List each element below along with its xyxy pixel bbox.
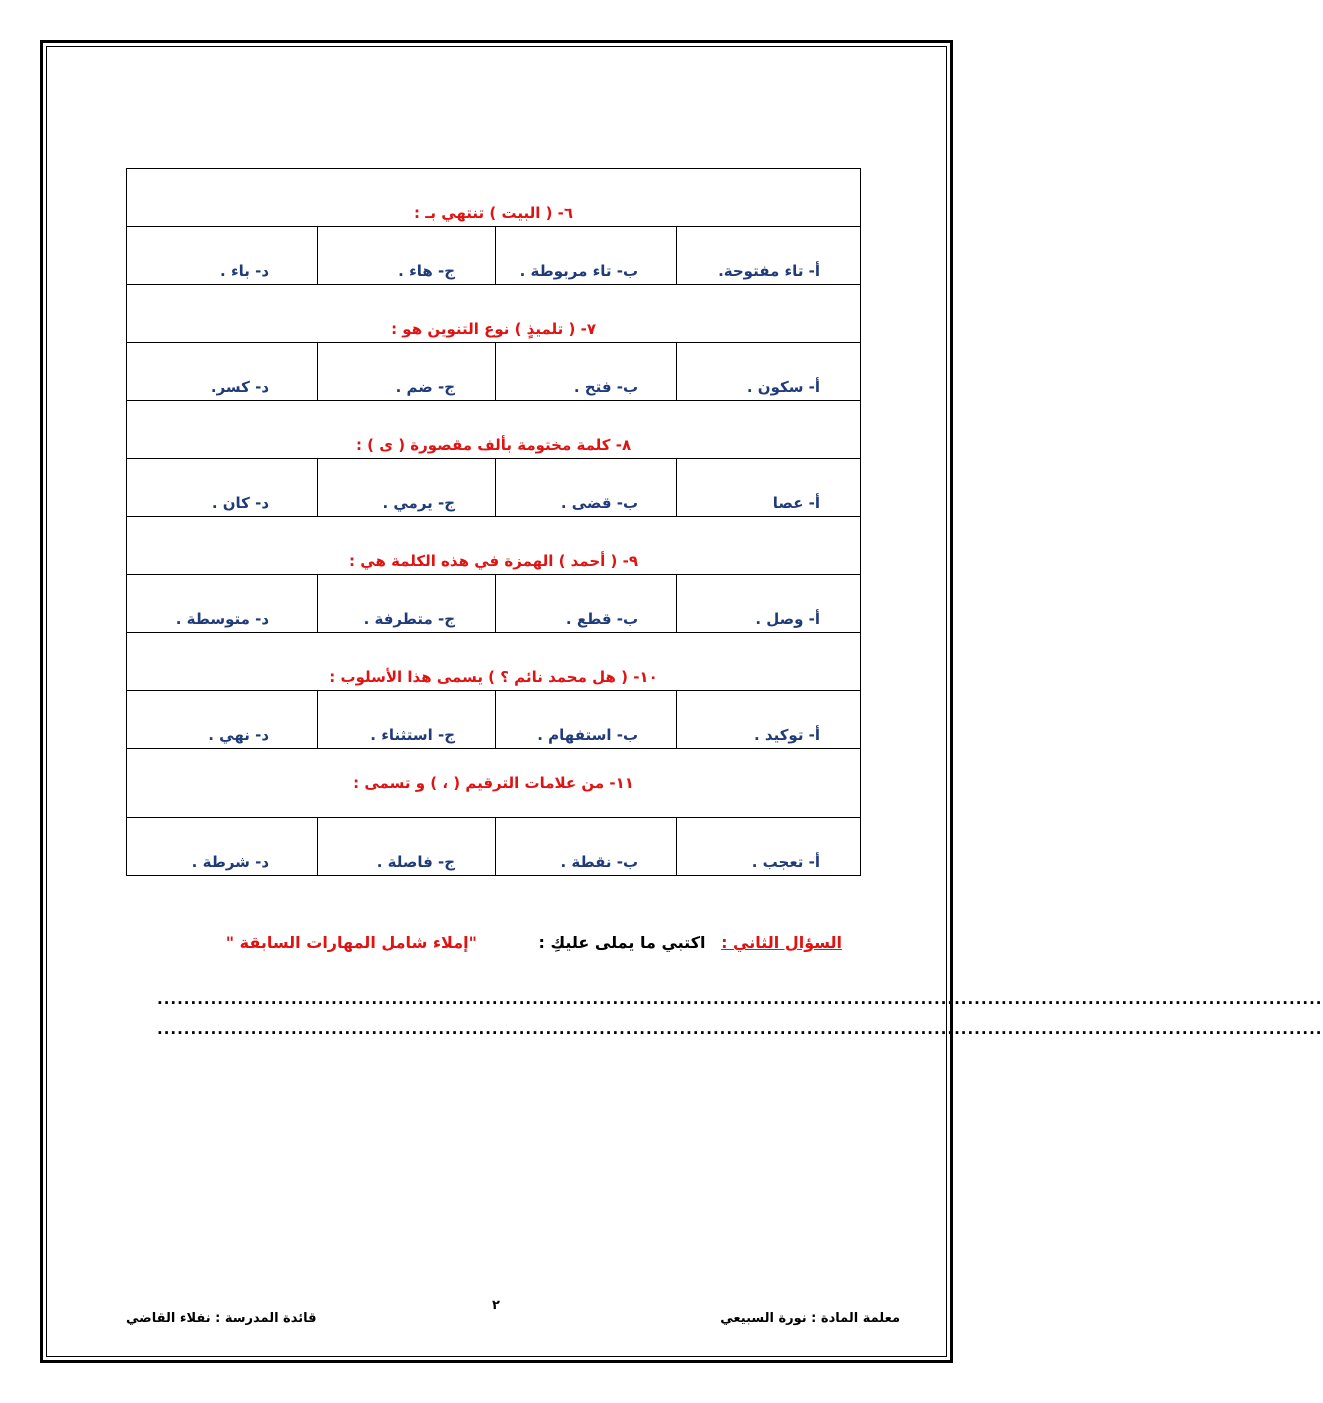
question-text: ٨- كلمة مختومة بألف مقصورة ( ى ) : — [127, 401, 861, 459]
principal-name: قائدة المدرسة : نفلاء القاضي — [126, 1311, 317, 1326]
option-a[interactable]: أ- وصل . — [677, 575, 861, 633]
option-a[interactable]: أ- سكون . — [677, 343, 861, 401]
question-row — [127, 517, 861, 575]
option-b[interactable]: ب- تاء مربوطة . — [496, 227, 677, 285]
option-c[interactable]: ج- متطرفة . — [318, 575, 496, 633]
option-c[interactable]: ج- يرمي . — [318, 459, 496, 517]
question-row — [127, 285, 861, 343]
question-text: ٩- ( أحمد ) الهمزة في هذه الكلمة هي : — [127, 517, 861, 575]
option-d[interactable]: د- كان . — [127, 459, 318, 517]
option-c[interactable]: ج- هاء . — [318, 227, 496, 285]
question-row — [127, 169, 861, 227]
options-row — [127, 818, 861, 876]
question-row — [127, 749, 861, 818]
question-two-label: السؤال الثاني : — [721, 933, 842, 952]
options-row — [127, 343, 861, 401]
teacher-name: معلمة المادة : نورة السبيعي — [720, 1311, 900, 1326]
question-text: ١١- من علامات الترقيم ( ، ) و تسمى : — [127, 749, 861, 818]
option-c[interactable]: ج- فاصلة . — [318, 818, 496, 876]
option-b[interactable]: ب- نقطة . — [496, 818, 677, 876]
options-row — [127, 691, 861, 749]
question-text: ٦- ( البيت ) تنتهي بـ : — [127, 169, 861, 227]
options-row — [127, 575, 861, 633]
option-a[interactable]: أ- تعجب . — [677, 818, 861, 876]
option-d[interactable]: د- نهي . — [127, 691, 318, 749]
question-two — [226, 933, 842, 952]
option-d[interactable]: د- كسر. — [127, 343, 318, 401]
questions-table — [126, 168, 861, 876]
options-row — [127, 227, 861, 285]
question-two-task: اكتبي ما يملى عليكِ : — [538, 933, 706, 952]
option-b[interactable]: ب- قضى . — [496, 459, 677, 517]
option-b[interactable]: ب- استفهام . — [496, 691, 677, 749]
question-row — [127, 401, 861, 459]
answer-line-1[interactable]: .............................................................................................................................................................................. — [157, 990, 1323, 1008]
option-d[interactable]: د- شرطة . — [127, 818, 318, 876]
options-row — [127, 459, 861, 517]
question-two-dictation: "إملاء شامل المهارات السابقة " — [225, 933, 477, 952]
option-d[interactable]: د- متوسطة . — [127, 575, 318, 633]
option-a[interactable]: أ- تاء مفتوحة. — [677, 227, 861, 285]
option-a[interactable]: أ- توكيد . — [677, 691, 861, 749]
option-c[interactable]: ج- استثناء . — [318, 691, 496, 749]
question-text: ٧- ( تلميذٍ ) نوع التنوين هو : — [127, 285, 861, 343]
answer-line-2[interactable]: .............................................................................................................................................................................. — [157, 1020, 1323, 1038]
option-c[interactable]: ج- ضم . — [318, 343, 496, 401]
option-d[interactable]: د- باء . — [127, 227, 318, 285]
option-a[interactable]: أ- عصا — [677, 459, 861, 517]
question-text: ١٠- ( هل محمد نائم ؟ ) يسمى هذا الأسلوب : — [127, 633, 861, 691]
option-b[interactable]: ب- قطع . — [496, 575, 677, 633]
page-number: ٢ — [492, 1298, 500, 1313]
option-b[interactable]: ب- فتح . — [496, 343, 677, 401]
question-row — [127, 633, 861, 691]
